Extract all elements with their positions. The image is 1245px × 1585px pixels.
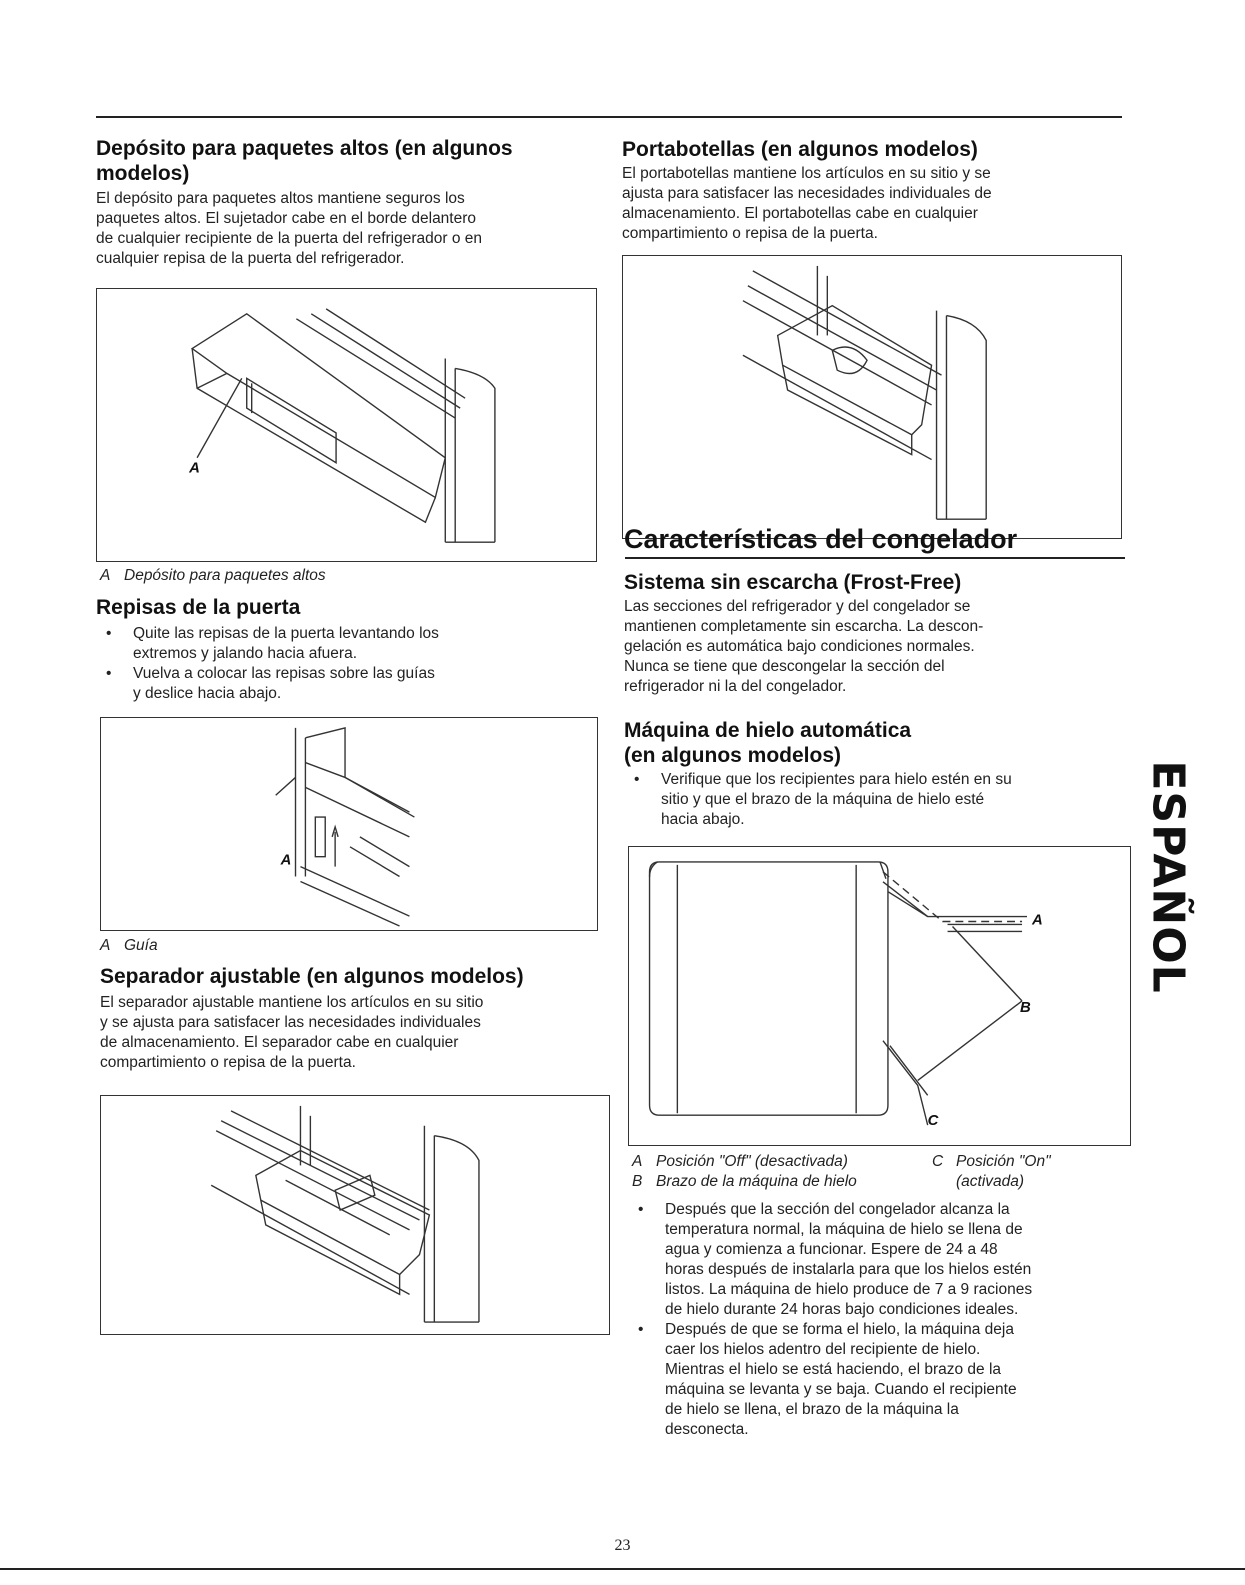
divider-text-line: y se ajusta para satisfacer las necesidades individuales — [100, 1014, 481, 1031]
bottle-text-line: compartimiento o repisa de la puerta. — [622, 225, 878, 242]
ice-note-bullet: • Después que la sección del congelador alcanza la temperatura normal, la máquina de hielo se llena de agua y comienza a funcionar. Espere de 24 a 48 horas después de instalarla para que los hielos estén listos. La máquina de hielo produce de 7 a 9 raciones de hielo durante 24 horas bajo condiciones ideales. — [628, 1200, 1128, 1320]
ice-maker-section — [624, 718, 1124, 830]
ice-fig-label-a: A — [1031, 912, 1043, 929]
ice-caption-b-letter: B — [632, 1173, 643, 1190]
tall-caption-letter: A — [100, 567, 111, 584]
ice-caption-c-text: Posición "On" — [956, 1153, 1051, 1170]
ice-heading-line2: (en algunos modelos) — [624, 744, 842, 767]
tall-fig-label: A — [189, 460, 200, 477]
tall-caption — [100, 566, 326, 586]
door-shelves-section — [96, 595, 596, 704]
tall-text-line: de cualquier recipiente de la puerta del refrigerador o en — [96, 230, 483, 247]
shelves-bullet: • Vuelva a colocar las repisas sobre las guías y deslice hacia abajo. — [96, 664, 596, 704]
frostfree-text-line: Las secciones del refrigerador y del congelador se — [624, 598, 971, 615]
bottle-holder-section — [622, 137, 1122, 244]
bottle-text-line: El portabotellas mantiene los artículos en su sitio y se — [622, 165, 991, 182]
tall-package-section — [96, 136, 596, 269]
bottle-text-line: ajusta para satisfacer las necesidades individuales de — [622, 185, 992, 202]
shelves-bullet: • Quite las repisas de la puerta levantando los extremos y jalando hacia afuera. — [96, 624, 596, 664]
frostfree-text-line: Nunca se tiene que descongelar la sección del — [624, 658, 945, 675]
page-number: 23 — [614, 1537, 631, 1554]
frostfree-text-line: refrigerador ni la del congelador. — [624, 678, 847, 695]
adjustable-divider-illustration — [100, 1095, 610, 1335]
ice-heading-line1: Máquina de hielo automática — [624, 719, 912, 742]
divider-text-line: de almacenamiento. El separador cabe en cualquier — [100, 1034, 459, 1051]
divider-text-line: El separador ajustable mantiene los artículos en su sitio — [100, 994, 484, 1011]
frostfree-text-line: gelación es automática bajo condiciones normales. — [624, 638, 975, 655]
tall-heading-line1: Depósito para paquetes altos (en algunos — [96, 137, 513, 160]
divider-heading: Separador ajustable (en algunos modelos) — [100, 965, 524, 988]
ice-caption-c-text2: (activada) — [956, 1173, 1025, 1190]
freezer-title-rule — [625, 557, 1125, 559]
freezer-features-title: Características del congelador — [624, 524, 1018, 554]
ice-caption-b-text: Brazo de la máquina de hielo — [656, 1173, 857, 1190]
guide-caption — [100, 936, 158, 956]
guide-caption-text: Guía — [124, 937, 158, 954]
tall-text-line: El depósito para paquetes altos mantiene seguros los — [96, 190, 465, 207]
ice-check-bullet: • Verifique que los recipientes para hielo estén en su sitio y que el brazo de la máquina de hielo esté hacia abajo. — [624, 770, 1124, 830]
top-rule — [96, 116, 1122, 118]
door-shelves-heading: Repisas de la puerta — [96, 596, 301, 619]
language-side-tab — [1142, 752, 1194, 1002]
divider-text-line: compartimiento o repisa de la puerta. — [100, 1054, 356, 1071]
bottle-drawing — [623, 256, 1121, 538]
ice-maker-drawing — [629, 847, 1130, 1145]
tall-package-bin-illustration — [96, 288, 597, 562]
ice-maker-notes — [628, 1200, 1128, 1440]
bottle-text-line: almacenamiento. El portabotellas cabe en cualquier — [622, 205, 978, 222]
tall-bin-drawing — [97, 289, 596, 561]
shelf-guide-drawing — [101, 718, 597, 930]
ice-fig-label-c: C — [927, 1113, 939, 1130]
bottle-holder-heading: Portabotellas (en algunos modelos) — [622, 138, 978, 161]
guide-caption-letter: A — [100, 937, 111, 954]
shelves-fig-label: A — [280, 852, 292, 869]
ice-maker-heading — [624, 718, 1124, 768]
ice-caption-c-letter: C — [932, 1153, 944, 1170]
divider-section — [100, 964, 600, 1073]
tall-text-line: paquetes altos. El sujetador cabe en el borde delantero — [96, 210, 477, 227]
ice-caption-a-text: Posición "Off" (desactivada) — [656, 1153, 848, 1170]
tall-package-heading — [96, 136, 596, 186]
tall-text-line: cualquier repisa de la puerta del refrigerador. — [96, 250, 405, 267]
ice-fig-label-b: B — [1020, 999, 1031, 1016]
shelf-guide-illustration — [100, 717, 598, 931]
frostfree-text-line: mantienen completamente sin escarcha. La descon- — [624, 618, 984, 635]
bottom-rule — [0, 1568, 1245, 1570]
tall-caption-text: Depósito para paquetes altos — [124, 567, 326, 584]
frost-free-heading: Sistema sin escarcha (Frost-Free) — [624, 571, 962, 594]
ice-captions — [632, 1152, 1122, 1192]
divider-drawing — [101, 1096, 609, 1334]
ice-caption-a-letter: A — [632, 1153, 643, 1170]
tall-heading-line2: modelos) — [96, 162, 190, 185]
ice-maker-illustration — [628, 846, 1131, 1146]
language-tab-label: ESPAÑOL — [1142, 760, 1194, 994]
bottle-holder-illustration — [622, 255, 1122, 539]
frost-free-section — [624, 570, 1124, 697]
ice-note-bullet: • Después de que se forma el hielo, la máquina deja caer los hielos adentro del recipiente de hielo. Mientras el hielo se está haciendo, el brazo de la máquina se levanta y se baja. Cuando el recipiente de hielo se llena, el brazo de la máquina la desconecta. — [628, 1320, 1128, 1440]
